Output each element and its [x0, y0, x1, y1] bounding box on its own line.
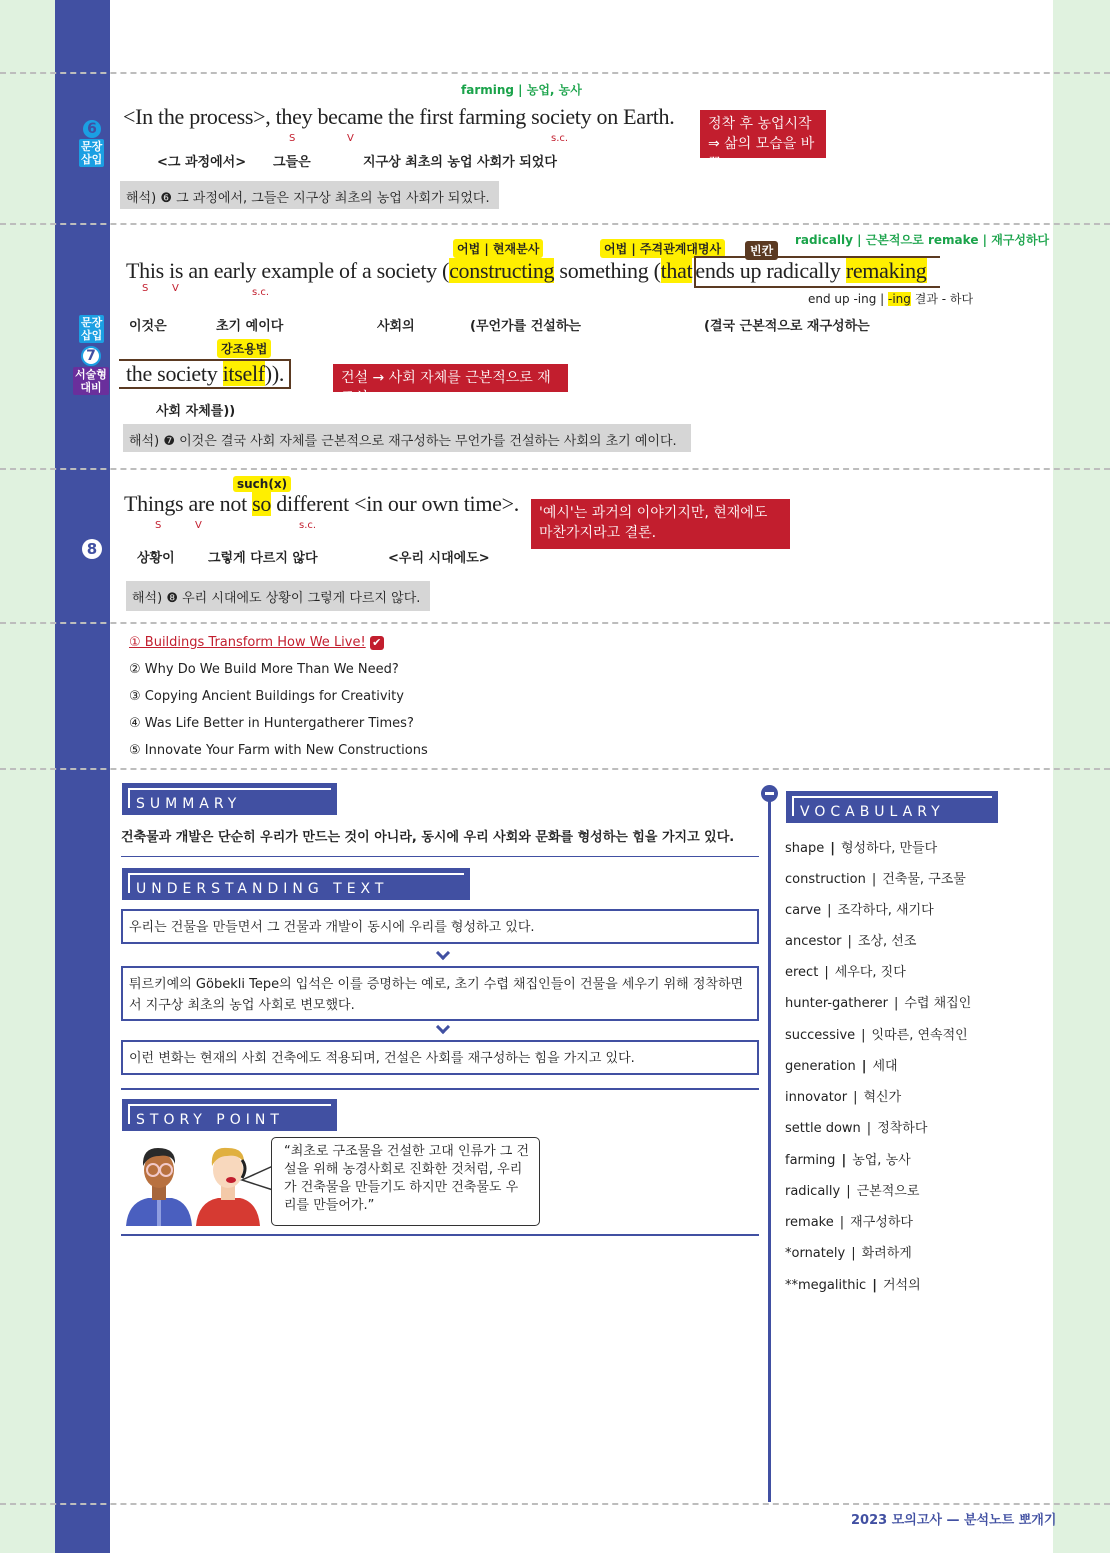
gloss: 그들은: [273, 155, 311, 170]
speech-bubble-tail: [240, 1160, 274, 1196]
vocab-item: construction | 건축물, 구조물: [785, 872, 966, 887]
vocabulary-heading: VOCABULARY: [786, 791, 998, 823]
choice-3[interactable]: ③ Copying Ancient Buildings for Creativity: [129, 689, 404, 704]
english-sentence: <In the process>, they became the first farming society on Earth.: [123, 104, 675, 129]
right-margin: [1053, 0, 1110, 1553]
subject-mark: S: [155, 520, 162, 531]
complement-mark: s.c.: [252, 287, 270, 298]
understanding-heading: UNDERSTANDING TEXT: [122, 868, 470, 900]
divider: [0, 622, 1110, 624]
sentence-number-badge: 8: [82, 539, 102, 559]
highlight-so: so: [252, 491, 272, 516]
english-sentence: Things are not so different <in our own time>.: [124, 491, 519, 516]
rule: [121, 1234, 759, 1236]
flow-step-2: 튀르키예의 Göbekli Tepe의 입석은 이를 증명하는 예로, 초기 수렵 채집인들이 건물을 세우기 위해 정착하면서 지구상 최초의 농업 사회로 변모했다.: [121, 966, 759, 1021]
key-point-note: 건설 → 사회 자체를 근본적으로 재구성: [333, 364, 568, 392]
highlight-constructing: constructing: [449, 258, 555, 283]
vocab-item: erect | 세우다, 짓다: [785, 965, 906, 980]
page-footer-title: 2023 모의고사 — 분석노트 뽀개기: [851, 1513, 1057, 1528]
divider: [0, 1503, 1110, 1505]
flow-step-1: 우리는 건물을 만들면서 그 건물과 개발이 동시에 우리를 형성하고 있다.: [121, 909, 759, 944]
gloss: (무언가를 건설하는: [470, 319, 581, 334]
subject-mark: S: [142, 283, 149, 294]
complement-mark: s.c.: [551, 133, 569, 144]
gloss: 초기 예이다: [216, 319, 284, 334]
vocab-item: *ornately | 화려하게: [785, 1246, 912, 1261]
vocab-item: **megalithic | 거석의: [785, 1278, 921, 1293]
rule: [121, 1088, 759, 1090]
check-icon: ✔: [370, 636, 384, 650]
verb-mark: V: [172, 283, 179, 294]
summary-text: 건축물과 개발은 단순히 우리가 만드는 것이 아니라, 동시에 우리 사회와 문화를 형성하는 힘을 가지고 있다.: [121, 830, 735, 845]
vocab-item: generation | 세대: [785, 1059, 898, 1074]
gloss: 상황이: [137, 551, 175, 566]
summary-heading: SUMMARY: [122, 783, 337, 815]
gloss: 사회 자체를)): [156, 404, 236, 419]
translation: 해석) ❽ 우리 시대에도 상황이 그렇게 다르지 않다.: [126, 581, 430, 611]
choice-2[interactable]: ② Why Do We Build More Than We Need?: [129, 662, 399, 677]
sentence-number-badge: 7: [81, 346, 101, 366]
blank-tag: 빈칸: [745, 241, 778, 260]
key-point-note: 정착 후 농업시작 ⇒ 삶의 모습을 바꿈: [700, 110, 826, 158]
grammar-tag-such: such(x): [233, 476, 291, 492]
vocab-item: farming | 농업, 농사: [785, 1153, 911, 1168]
vocab-item: carve | 조각하다, 새기다: [785, 903, 934, 918]
speech-bubble: “최초로 구조물을 건설한 고대 인류가 그 건설을 위해 농경사회로 진화한 것처럼, 우리가 건축물을 만들기도 하지만 건축물도 우리를 만들어가.”: [271, 1137, 540, 1226]
divider: [0, 223, 1110, 225]
vocab-item: settle down | 정착하다: [785, 1121, 928, 1136]
chevron-down-icon: [436, 946, 450, 960]
gloss: <그 과정에서>: [157, 155, 247, 170]
rule: [121, 856, 759, 857]
insert-sentence-badge: 문장 삽입: [81, 316, 103, 342]
subject-mark: S: [289, 133, 296, 144]
english-sentence-line2: the society itself)).: [126, 361, 285, 386]
gloss: 사회의: [377, 319, 415, 334]
english-sentence: This is an early example of a society (constructing something (that ends up radically remaking: [126, 258, 927, 283]
choice-4[interactable]: ④ Was Life Better in Huntergatherer Times?: [129, 716, 414, 731]
highlight-remaking: remaking: [845, 258, 927, 283]
divider: [0, 768, 1110, 770]
sentence-number-badge: 6: [83, 120, 101, 138]
gloss: (결국 근본적으로 재구성하는: [704, 319, 870, 334]
choice-1[interactable]: ① Buildings Transform How We Live! ✔: [129, 635, 384, 650]
left-margin: [0, 0, 55, 1553]
gloss: <우리 시대에도>: [388, 551, 490, 566]
insert-sentence-badge: 문장 삽입: [81, 140, 103, 166]
vocab-item: shape | 형성하다, 만들다: [785, 841, 938, 856]
vocab-hint: radically | 근본적으로: [795, 233, 924, 247]
verb-mark: V: [195, 520, 202, 531]
complement-mark: s.c.: [299, 520, 317, 531]
vocab-item: ancestor | 조상, 선조: [785, 934, 917, 949]
divider: [0, 72, 1110, 74]
descriptive-prep-badge: 서술형 대비: [75, 368, 107, 394]
choice-5[interactable]: ⑤ Innovate Your Farm with New Constructions: [129, 743, 428, 758]
verb-mark: V: [347, 133, 354, 144]
grammar-tag-participle: 어법 | 현재분사: [453, 239, 543, 258]
flow-step-3: 이런 변화는 현재의 사회 건축에도 적용되며, 건설은 사회를 재구성하는 힘을 가지고 있다.: [121, 1040, 759, 1075]
vocab-item: hunter-gatherer | 수렵 채집인: [785, 996, 972, 1011]
vocab-item: innovator | 혁신가: [785, 1090, 902, 1105]
collapse-icon[interactable]: [761, 785, 778, 802]
vocab-hint: remake | 재구성하다: [928, 233, 1050, 247]
grammar-tag-emphasis: 강조용법: [217, 339, 271, 358]
chevron-down-icon: [436, 1020, 450, 1034]
divider: [0, 468, 1110, 470]
story-point-heading: STORY POINT: [122, 1099, 337, 1131]
gloss: 지구상 최초의 농업 사회가 되었다: [363, 155, 557, 170]
vocab-timeline: [768, 790, 771, 1502]
vocab-item: successive | 잇따른, 연속적인: [785, 1028, 968, 1043]
grammar-tag-relative: 어법 | 주격관계대명사: [600, 239, 725, 258]
vocab-hint: farming | 농업, 농사: [461, 83, 582, 97]
vocab-item: radically | 근본적으로: [785, 1184, 920, 1199]
highlight-itself: itself: [222, 361, 265, 386]
side-spine: [55, 0, 110, 1553]
vocab-item: remake | 재구성하다: [785, 1215, 913, 1230]
grammar-note: end up -ing | -ing 결과 - 하다: [808, 292, 974, 306]
gloss: 그렇게 다르지 않다: [208, 551, 318, 566]
translation: 해석) ❼ 이것은 결국 사회 자체를 근본적으로 재구성하는 무언가를 건설하는 사회의 초기 예이다.: [123, 424, 691, 452]
translation: 해석) ❻ 그 과정에서, 그들은 지구상 최초의 농업 사회가 되었다.: [120, 181, 499, 209]
highlight-that: that: [660, 258, 693, 283]
key-point-note: '예시'는 과거의 이야기지만, 현재에도 마찬가지라고 결론.: [531, 499, 790, 549]
gloss: 이것은: [129, 319, 167, 334]
